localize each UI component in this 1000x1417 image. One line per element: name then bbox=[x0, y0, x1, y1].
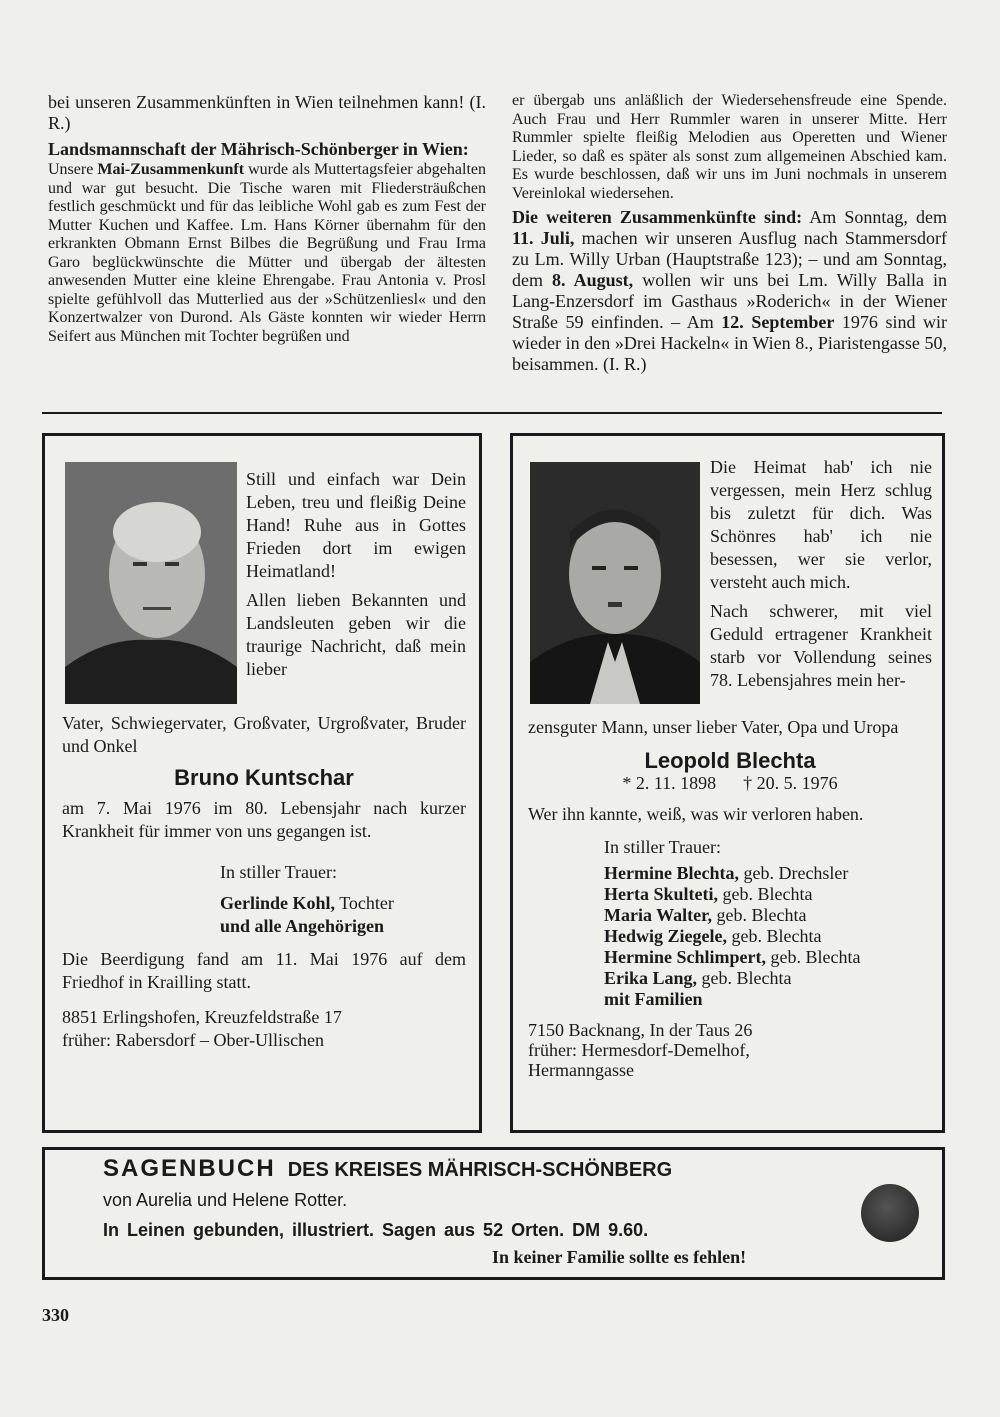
notice-blechta-a: Nach schwerer, mit viel Geduld ertragener Krankheit starb vor Vollendung seines 78. Lebensjahres mein her- bbox=[710, 601, 932, 690]
death-date: † 20. 5. 1976 bbox=[743, 773, 838, 793]
portrait-image bbox=[65, 462, 237, 704]
portrait-photo-kuntschar bbox=[65, 462, 237, 704]
ad-title bbox=[103, 1155, 903, 1183]
ad-authors: von Aurelia und Helene Rotter. bbox=[103, 1190, 348, 1210]
left-intro: bei unseren Zusammenkünften in Wien teilnehmen kann! (I. R.) bbox=[48, 92, 486, 133]
trauer-label-left: In stiller Trauer: bbox=[220, 862, 337, 882]
mourner-all: und alle Angehörigen bbox=[220, 916, 385, 936]
mourner-row: Hermine Schlimpert, geb. Blechta bbox=[604, 947, 861, 967]
notice-kuntschar-a: Allen lieben Bekannten und Landsleuten geben wir die traurige Nachricht, daß mein lieber bbox=[246, 590, 466, 679]
obit-left-lower bbox=[62, 712, 466, 1052]
left-body: Unsere Mai-Zusammenkunft wurde als Muttertagsfeier abgehalten und war gut besucht. Die Tische waren mit Fliedersträußchen festlich geschmückt und für das leibliche Wohl gab es zum Fest der Mutter Kuchen und Kaffee. Lm. Hans Körner übernahm für den erkrankten Obmann Ernst Bilbes die Begrüßung und Frau Irma Garo beglückwünschte die Mütter und übergab der ältesten anwesenden Mutter eine kleine Ehrengabe. Frau Antonia v. Prosl spielte gefühlvoll das Mutterlied aus der »Schützenliesl« und den Konzertwalzer von Durond. Als Gäste konnten wir wieder Herrn Seifert aus München mit Tochter begrüßen und bbox=[48, 161, 486, 345]
obit-right-lower bbox=[528, 716, 932, 1080]
relations-kuntschar: Vater, Schwiegervater, Großvater, Urgroßvater, Bruder und Onkel bbox=[62, 713, 466, 756]
section-heading: Landsmannschaft der Mährisch-Schönberger in Wien: bbox=[48, 139, 469, 159]
mourner-row: Hedwig Ziegele, geb. Blechta bbox=[604, 926, 822, 946]
former-street-blechta: Hermanngasse bbox=[528, 1060, 634, 1080]
mourner-row: Herta Skulteti, geb. Blechta bbox=[604, 884, 813, 904]
left-column bbox=[48, 92, 486, 348]
families-line: mit Familien bbox=[604, 989, 703, 1009]
divider bbox=[42, 412, 942, 414]
deceased-name-blechta: Leopold Blechta bbox=[644, 748, 816, 773]
funeral-notice: Die Beerdigung fand am 11. Mai 1976 auf dem Friedhof in Krailling statt. bbox=[62, 949, 466, 992]
page-number: 330 bbox=[42, 1305, 69, 1325]
ad-slogan: In keiner Familie sollte es fehlen! bbox=[492, 1247, 747, 1267]
trauer-label-right: In stiller Trauer: bbox=[604, 837, 721, 857]
ad-title-rest: DES KREISES MÄHRISCH-SCHÖNBERG bbox=[287, 1159, 673, 1181]
obit-right-text bbox=[710, 456, 932, 692]
former-address-blechta: früher: Hermesdorf-Demelhof, bbox=[528, 1040, 750, 1060]
right-para-1: er übergab uns anläßlich der Wiedersehensfreude eine Spende. Auch Frau und Herr Rummler waren in unserer Mitte. Herr Rummler spielte fleißig Melodien aus Operetten und Wiener Lieder, so daß es später als sonst zum allgemeinen Abschied kam. Es wurde beschlossen, daß wir uns im Juni nochmals in unserem Vereinlokal wiedersehen. bbox=[512, 92, 947, 202]
birth-date: * 2. 11. 1898 bbox=[622, 773, 717, 793]
portrait-image bbox=[530, 462, 700, 704]
mourner-kohl: Gerlinde Kohl, Tochter bbox=[220, 893, 394, 913]
address-blechta: 7150 Backnang, In der Taus 26 bbox=[528, 1020, 753, 1040]
relations-blechta: zensguter Mann, unser lieber Vater, Opa und Uropa bbox=[528, 717, 899, 737]
mourner-row: Maria Walter, geb. Blechta bbox=[604, 905, 807, 925]
mourner-row: Erika Lang, geb. Blechta bbox=[604, 968, 792, 988]
deceased-name-kuntschar: Bruno Kuntschar bbox=[174, 765, 354, 790]
portrait-photo-blechta bbox=[530, 462, 700, 704]
quote-blechta: Wer ihn kannte, weiß, was wir verloren haben. bbox=[528, 804, 864, 824]
right-column bbox=[512, 92, 947, 377]
poem-kuntschar: Still und einfach war Dein Leben, treu und fleißig Deine Hand! Ruhe aus in Gottes Frieden dort im ewigen Heimatland! bbox=[246, 469, 466, 581]
right-para-2: Die weiteren Zusammenkünfte sind: Am Sonntag, dem 11. Juli, machen wir unseren Ausflug nach Stammersdorf zu Lm. Willy Urban (Hauptstraße 123); – und am Sonntag, dem 8. August, wollen wir uns bei Lm. Willy Balla in Lang-Enzersdorf im Gasthaus »Roderich« in der Wiener Straße 59 einfinden. – Am 12. September 1976 sind wir wieder in den »Drei Hackeln« in Wien 8., Piaristengasse 50, beisammen. (I. R.) bbox=[512, 207, 948, 374]
former-address-kuntschar: früher: Rabersdorf – Ober-Ullischen bbox=[62, 1030, 325, 1050]
ad-details: In Leinen gebunden, illustriert. Sagen aus 52 Orten. DM 9.60. bbox=[103, 1220, 649, 1240]
obit-left-text bbox=[246, 468, 466, 681]
mourner-row: Hermine Blechta, geb. Drechsler bbox=[604, 863, 849, 883]
ad-title-big: SAGENBUCH bbox=[103, 1155, 276, 1182]
death-notice-kuntschar: am 7. Mai 1976 im 80. Lebensjahr nach kurzer Krankheit für immer von uns gegangen ist. bbox=[62, 798, 466, 841]
mourner-list-blechta bbox=[604, 863, 932, 989]
address-kuntschar: 8851 Erlingshofen, Kreuzfeldstraße 17 bbox=[62, 1007, 342, 1027]
ad-dot-icon bbox=[861, 1184, 919, 1242]
poem-blechta: Die Heimat hab' ich nie vergessen, mein Herz schlug bis zuletzt für dich. Was Schönres hab' ich nie besessen, wer sie verlor, versteht auch mich. bbox=[710, 457, 932, 592]
life-dates-blechta bbox=[528, 772, 932, 795]
